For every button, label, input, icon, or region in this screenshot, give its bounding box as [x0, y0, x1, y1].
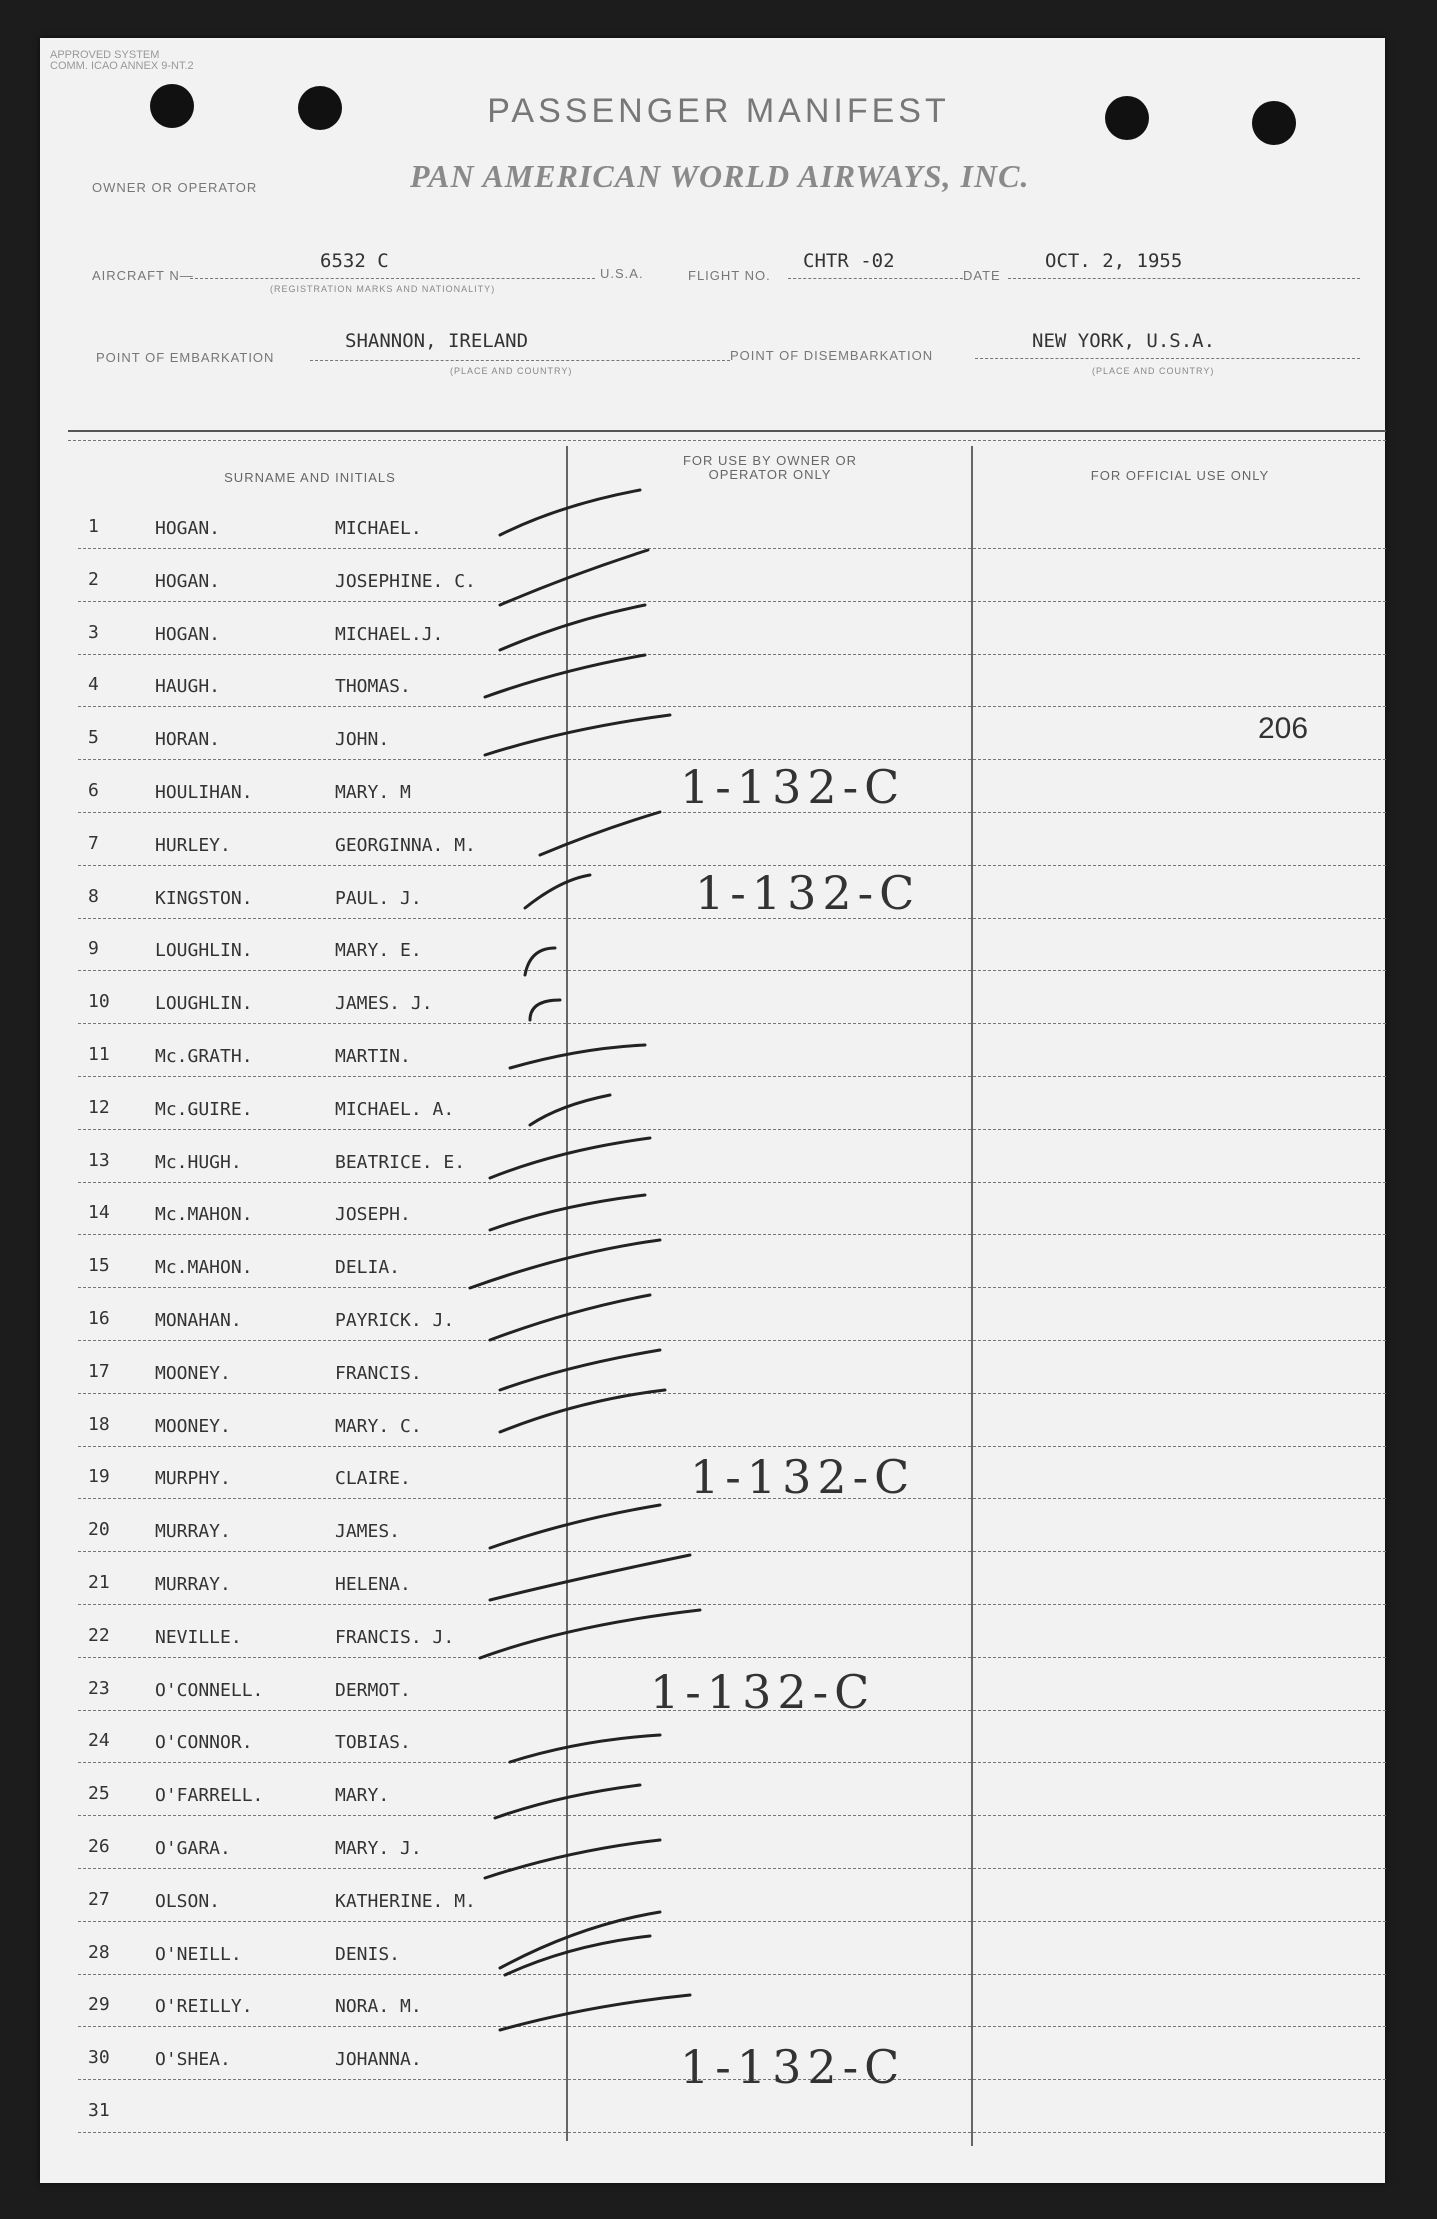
check-stroke	[485, 1840, 660, 1878]
passenger-given-name: KATHERINE. M.	[335, 1890, 476, 1912]
check-stroke	[525, 948, 555, 975]
passenger-given-name: THOMAS.	[335, 676, 411, 698]
passenger-surname: HOGAN.	[155, 623, 221, 645]
row-number: 20	[88, 1519, 110, 1541]
passenger-given-name: FRANCIS.	[335, 1362, 422, 1384]
row-number: 17	[88, 1360, 110, 1382]
passenger-surname: O'NEILL.	[155, 1943, 242, 1965]
passenger-surname: Mc.MAHON.	[155, 1257, 253, 1279]
passenger-surname: NEVILLE.	[155, 1626, 242, 1648]
handwritten-code: 1-132-C	[680, 760, 906, 814]
column-header-official: FOR OFFICIAL USE ONLY	[1090, 468, 1270, 483]
check-stroke	[490, 1295, 650, 1340]
row-number: 22	[88, 1624, 110, 1646]
check-stroke	[490, 1195, 645, 1230]
row-number: 16	[88, 1308, 110, 1329]
owner-label: OWNER OR OPERATOR	[92, 180, 258, 195]
handwritten-code: 1-132-C	[695, 866, 921, 920]
passenger-given-name: PAUL. J.	[335, 887, 422, 909]
row-number: 25	[88, 1783, 110, 1805]
row-number: 5	[88, 727, 99, 749]
date-label: DATE	[963, 268, 1001, 283]
disembarkation-sublabel: (PLACE AND COUNTRY)	[1092, 366, 1215, 376]
passenger-surname: O'REILLY.	[155, 1996, 253, 2018]
check-stroke	[510, 1735, 660, 1762]
passenger-given-name: MICHAEL. A.	[335, 1098, 455, 1120]
check-stroke	[470, 1240, 660, 1288]
official-note: 206	[1258, 712, 1309, 745]
disembarkation-value: NEW YORK, U.S.A.	[1032, 330, 1216, 352]
column-header-owner: FOR USE BY OWNER OR OPERATOR ONLY	[682, 453, 858, 482]
flight-value: CHTR -02	[803, 250, 895, 272]
handwritten-code: 1-132-C	[690, 1450, 916, 1504]
row-number: 7	[88, 832, 99, 854]
row-number: 15	[88, 1255, 110, 1277]
passenger-given-name: JAMES. J.	[335, 993, 433, 1015]
embarkation-label: POINT OF EMBARKATION	[96, 350, 275, 365]
passenger-surname: LOUGHLIN.	[155, 993, 253, 1015]
usa-label: U.S.A.	[600, 266, 644, 281]
passenger-surname: HOGAN.	[155, 570, 221, 592]
passenger-surname: Mc.HUGH.	[155, 1151, 242, 1173]
check-stroke	[500, 550, 648, 605]
row-number: 19	[88, 1466, 110, 1488]
passenger-given-name: DELIA.	[335, 1257, 401, 1279]
passenger-given-name: PAYRICK. J.	[335, 1310, 455, 1331]
passenger-given-name: MARY. M	[335, 782, 411, 803]
check-stroke	[540, 812, 660, 855]
passenger-surname: O'SHEA.	[155, 2049, 231, 2071]
row-number: 9	[88, 938, 99, 960]
embarkation-sublabel: (PLACE AND COUNTRY)	[450, 366, 573, 376]
approval-stamp: APPROVED SYSTEM COMM. ICAO ANNEX 9-NT.2	[50, 49, 194, 72]
passenger-surname: LOUGHLIN.	[155, 940, 253, 962]
passenger-given-name: MARY.	[335, 1785, 390, 1807]
check-stroke	[525, 875, 590, 908]
check-stroke	[495, 1785, 640, 1818]
passenger-given-name: MARY. J.	[335, 1838, 422, 1859]
passenger-given-name: DERMOT.	[335, 1679, 411, 1701]
row-number: 11	[88, 1044, 110, 1065]
check-stroke	[490, 1505, 660, 1548]
passenger-given-name: NORA. M.	[335, 1996, 422, 2018]
aircraft-value: 6532 C	[320, 250, 389, 272]
aircraft-sublabel: (REGISTRATION MARKS AND NATIONALITY)	[270, 284, 496, 294]
row-number: 8	[88, 885, 99, 907]
passenger-surname: MOONEY.	[155, 1362, 231, 1384]
row-number: 30	[88, 2047, 110, 2069]
passenger-surname: MURPHY.	[155, 1468, 231, 1490]
row-number: 12	[88, 1096, 110, 1118]
row-number: 14	[88, 1202, 110, 1224]
row-number: 29	[88, 1994, 110, 2016]
passenger-given-name: BEATRICE. E.	[335, 1151, 466, 1173]
row-number: 23	[88, 1677, 110, 1699]
row-number: 1	[88, 516, 99, 537]
column-header-surname: SURNAME AND INITIALS	[224, 470, 396, 485]
check-stroke	[530, 1095, 610, 1125]
check-stroke	[510, 1045, 645, 1068]
passenger-surname: Mc.MAHON.	[155, 1204, 253, 1226]
row-number: 31	[88, 2100, 110, 2121]
passenger-surname: MURRAY.	[155, 1574, 231, 1595]
check-stroke	[500, 605, 645, 650]
passenger-surname: Mc.GUIRE.	[155, 1098, 253, 1120]
check-stroke	[490, 1555, 690, 1600]
passenger-given-name: MARY. E.	[335, 940, 422, 962]
passenger-surname: HURLEY.	[155, 834, 231, 856]
row-number: 27	[88, 1888, 110, 1910]
row-number: 6	[88, 780, 99, 801]
check-stroke	[500, 1350, 660, 1390]
row-number: 24	[88, 1730, 110, 1752]
passenger-given-name: JOSEPH.	[335, 1204, 411, 1226]
row-number: 10	[88, 991, 110, 1013]
check-stroke	[500, 1995, 690, 2030]
passenger-surname: O'GARA.	[155, 1838, 231, 1859]
aircraft-label: AIRCRAFT N—	[92, 268, 194, 283]
passenger-surname: HORAN.	[155, 729, 221, 751]
check-stroke	[500, 490, 640, 535]
passenger-surname: KINGSTON.	[155, 887, 253, 909]
check-stroke	[500, 1390, 665, 1432]
row-number: 21	[88, 1572, 110, 1593]
passenger-surname: HOGAN.	[155, 518, 221, 539]
disembarkation-label: POINT OF DISEMBARKATION	[730, 348, 934, 363]
row-number: 28	[88, 1941, 110, 1963]
check-stroke	[485, 715, 670, 755]
passenger-given-name: FRANCIS. J.	[335, 1626, 455, 1648]
passenger-given-name: GEORGINNA. M.	[335, 834, 476, 856]
handwritten-code: 1-132-C	[650, 1665, 876, 1719]
check-stroke	[480, 1610, 700, 1658]
row-number: 2	[88, 568, 99, 590]
passenger-given-name: MICHAEL.J.	[335, 623, 444, 645]
passenger-given-name: TOBIAS.	[335, 1732, 411, 1754]
handwritten-code: 1-132-C	[680, 2040, 906, 2094]
row-number: 3	[88, 621, 99, 643]
passenger-given-name: JOSEPHINE. C.	[335, 570, 476, 592]
passenger-surname: O'CONNELL.	[155, 1679, 264, 1701]
passenger-surname: O'FARRELL.	[155, 1785, 264, 1807]
date-value: OCT. 2, 1955	[1045, 250, 1183, 272]
check-stroke	[530, 1000, 560, 1020]
passenger-given-name: HELENA.	[335, 1574, 411, 1595]
row-number: 18	[88, 1413, 110, 1435]
passenger-surname: O'CONNOR.	[155, 1732, 253, 1754]
check-stroke	[490, 1138, 650, 1178]
passenger-surname: MURRAY.	[155, 1521, 231, 1543]
passenger-surname: MONAHAN.	[155, 1310, 242, 1331]
passenger-given-name: MARY. C.	[335, 1415, 422, 1437]
passenger-given-name: JAMES.	[335, 1521, 401, 1543]
row-number: 13	[88, 1149, 110, 1171]
embarkation-value: SHANNON, IRELAND	[345, 330, 529, 352]
flight-label: FLIGHT NO.	[688, 268, 771, 283]
passenger-given-name: DENIS.	[335, 1943, 401, 1965]
check-stroke	[500, 1912, 660, 1968]
passenger-given-name: JOHN.	[335, 729, 390, 751]
passenger-surname: Mc.GRATH.	[155, 1046, 253, 1067]
passenger-given-name: JOHANNA.	[335, 2049, 422, 2071]
airline-name: PAN AMERICAN WORLD AIRWAYS, INC.	[410, 158, 1030, 194]
passenger-surname: HAUGH.	[155, 676, 221, 698]
passenger-surname: HOULIHAN.	[155, 782, 253, 803]
passenger-given-name: MICHAEL.	[335, 518, 422, 539]
passenger-surname: MOONEY.	[155, 1415, 231, 1437]
passenger-given-name: MARTIN.	[335, 1046, 411, 1067]
passenger-surname: OLSON.	[155, 1890, 221, 1912]
check-stroke	[485, 655, 645, 697]
row-number: 4	[88, 674, 99, 696]
row-number: 26	[88, 1836, 110, 1857]
form-title: PASSENGER MANIFEST	[487, 92, 950, 130]
passenger-given-name: CLAIRE.	[335, 1468, 411, 1490]
